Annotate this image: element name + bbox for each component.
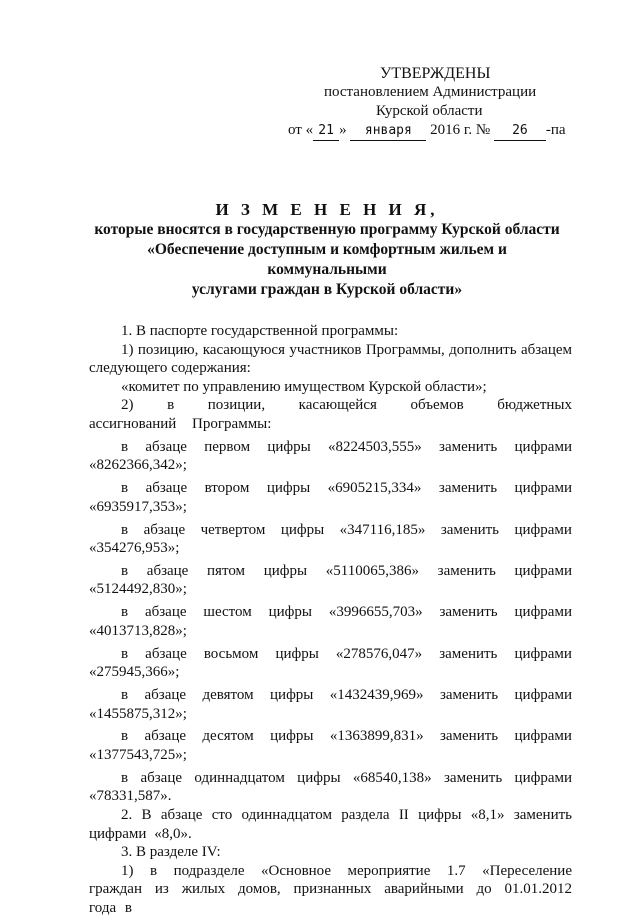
replacement-word: цифрами: [514, 562, 572, 579]
approval-stamp: [286, 64, 586, 141]
replacement-word: заменить: [444, 769, 503, 786]
paragraph-3: «комитет по управлению имуществом Курской области»;: [121, 378, 487, 395]
replacement-word: цифрами: [514, 438, 572, 455]
replacement-word: в: [121, 728, 129, 745]
replacement-word: пятом: [207, 562, 246, 579]
replacement-row: [89, 686, 572, 705]
replacement-word: цифры: [297, 769, 341, 786]
replacement-word: цифры: [275, 645, 319, 662]
replacement-row: [89, 562, 572, 581]
replacement-word: в: [121, 480, 129, 497]
replacement-word: абзаце: [145, 645, 187, 662]
paragraph-7: 1) в подразделе «Основное мероприятие 1.7 «Переселение граждан из жилых домов, признанных аварийными до 01.01.2012 года в: [89, 862, 572, 916]
replacement-word: цифры: [267, 438, 311, 455]
replacement-new-value: «6935917,353»;: [89, 498, 187, 515]
replacement-word: в: [121, 521, 129, 538]
replacement-new-value: «5124492,830»;: [89, 581, 187, 598]
replacement-row: [89, 479, 572, 498]
replacement-word: цифры: [270, 687, 314, 703]
replacement-word: первом: [204, 438, 251, 455]
document-body: [89, 322, 572, 918]
paragraph-4: 2) в позиции, касающейся объемов бюджетных ассигнований Программы:: [89, 397, 572, 432]
replacement-new-value: «354276,953»;: [89, 540, 180, 557]
replacement-word: цифрами: [514, 604, 572, 621]
replacement-word: цифры: [270, 728, 314, 745]
replacement-word: абзаце: [146, 562, 189, 579]
approval-date-line: [286, 121, 586, 141]
replacement-word: «3996655,703»: [328, 604, 423, 621]
replacement-word: «6905215,334»: [327, 480, 422, 497]
approval-from: от «: [288, 122, 314, 138]
replacement-new-value: «275945,366»;: [89, 664, 180, 681]
replacement-word: в: [121, 562, 129, 579]
replacement-word: абзаце: [144, 687, 187, 703]
replacement-word: девятом: [202, 687, 254, 703]
replacement-word: цифрами: [514, 480, 572, 497]
replacement-word: восьмом: [203, 645, 259, 662]
approval-close-quote: »: [339, 122, 347, 138]
replacement-word: в: [121, 604, 129, 621]
replacement-word: десятом: [202, 728, 254, 745]
replacement-row: [89, 603, 572, 622]
approval-line-1: постановлением Администрации: [324, 84, 537, 100]
replacement-word: четвертом: [200, 521, 266, 538]
replacement-row: [89, 727, 572, 746]
paragraph-2: 1) позицию, касающуюся участников Программы, дополнить абзацем следующего содержания:: [89, 341, 572, 377]
replacement-new-value: «1377543,725»;: [89, 746, 187, 763]
replacement-word: цифры: [266, 480, 311, 497]
replacement-word: «347116,185»: [339, 521, 426, 538]
replacement-word: в: [121, 687, 129, 703]
replacement-word: абзаце: [144, 604, 187, 621]
replacement-new-value: «78331,587».: [89, 788, 172, 805]
replacement-word: цифры: [263, 562, 308, 579]
replacement-word: цифры: [268, 604, 312, 621]
replacement-word: в: [121, 769, 129, 786]
heading-line-2: «Обеспечение доступным и комфортным жильем и коммунальными: [147, 241, 507, 278]
approval-title: УТВЕРЖДЕНЫ: [380, 65, 491, 82]
replacement-word: заменить: [439, 604, 498, 621]
replacement-word: заменить: [440, 521, 500, 538]
replacement-word: цифры: [280, 521, 325, 538]
replacement-word: «278576,047»: [335, 645, 423, 662]
replacement-word: абзаце: [143, 521, 186, 538]
replacement-word: цифрами: [514, 769, 572, 786]
replacement-row: [89, 769, 572, 788]
replacement-word: цифрами: [514, 521, 572, 538]
paragraph-1: 1. В паспорте государственной программы:: [121, 323, 399, 339]
replacement-word: в: [121, 438, 129, 455]
approval-year: 2016 г. №: [430, 122, 491, 138]
paragraph-6: 3. В разделе IV:: [121, 844, 221, 861]
replacement-new-value: «1455875,312»;: [89, 705, 187, 722]
approval-month: января: [350, 121, 426, 141]
approval-day: 21: [313, 121, 339, 141]
replacement-word: заменить: [438, 480, 498, 497]
replacement-new-value: «8262366,342»;: [89, 457, 187, 474]
replacement-word: «68540,138»: [352, 769, 432, 786]
replacement-word: в: [121, 645, 129, 662]
replacement-word: втором: [204, 480, 250, 497]
replacement-word: заменить: [439, 687, 499, 703]
replacement-word: абзаце: [145, 480, 188, 497]
replacement-word: шестом: [203, 604, 252, 621]
replacement-row: [89, 521, 572, 540]
replacement-row: [89, 645, 572, 664]
replacement-word: «8224503,555»: [328, 438, 422, 455]
replacement-word: абзаце: [140, 769, 183, 786]
document-heading: [92, 200, 562, 300]
replacement-word: заменить: [437, 562, 496, 579]
replacement-new-value: «4013713,828»;: [89, 622, 187, 639]
paragraph-5: 2. В абзаце сто одиннадцатом раздела II цифры «8,1» заменить цифрами «8,0».: [89, 806, 572, 842]
replacement-word: заменить: [439, 438, 498, 455]
replacement-word: цифрами: [514, 645, 572, 662]
replacement-word: одиннадцатом: [194, 769, 285, 786]
replacement-word: «5110065,386»: [325, 562, 419, 579]
approval-number: 26: [494, 121, 546, 141]
heading-title: И З М Е Н Е Н И Я,: [215, 200, 439, 219]
approval-suffix: -па: [545, 122, 566, 138]
replacement-word: абзаце: [145, 438, 187, 455]
approval-line-2: Курской области: [376, 103, 483, 119]
replacement-word: заменить: [439, 645, 498, 662]
replacement-word: цифрами: [514, 728, 572, 745]
heading-line-3: услугами граждан в Курской области»: [191, 281, 463, 298]
replacement-word: заменить: [439, 728, 499, 745]
heading-line-1: которые вносятся в государственную программу Курской области: [94, 221, 560, 238]
replacement-word: «1432439,969»: [329, 687, 424, 703]
replacement-word: «1363899,831»: [329, 728, 424, 745]
replacement-list: [89, 438, 572, 806]
replacement-row: [89, 438, 572, 457]
replacement-word: абзаце: [144, 728, 187, 745]
replacement-word: цифрами: [514, 687, 572, 703]
